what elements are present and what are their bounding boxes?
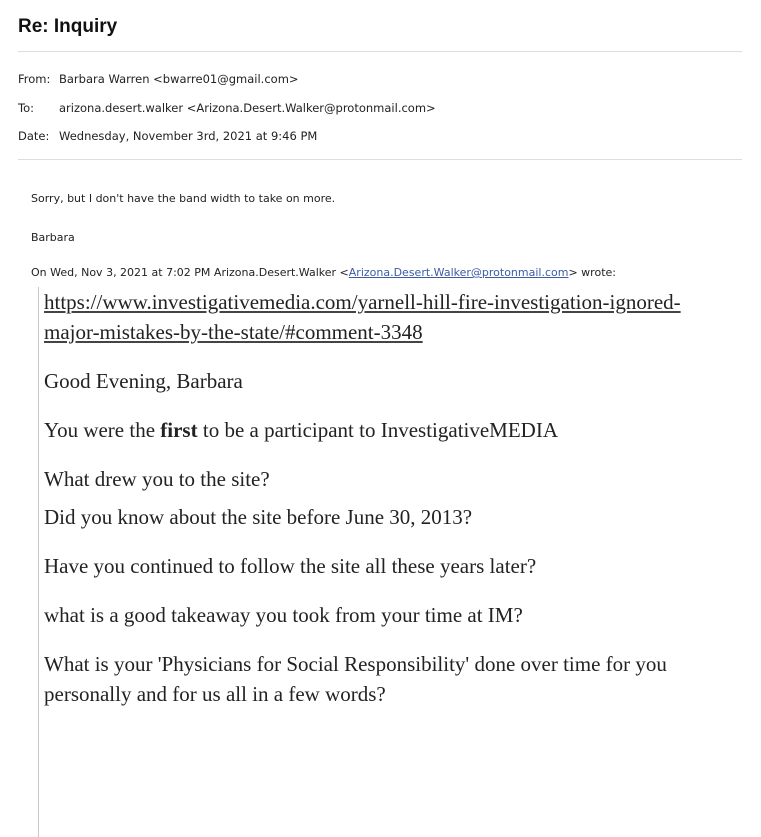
date-row: [18, 129, 317, 143]
reply-text: Sorry, but I don't have the band width to take on more.: [31, 192, 336, 205]
quoted-question-5: What is your 'Physicians for Social Responsibility' done over time for you personally and for us all in a few words?: [44, 652, 667, 706]
quoted-message: [44, 287, 724, 709]
quoted-link-paragraph: [44, 287, 724, 347]
to-label: To:: [18, 101, 34, 115]
reply-signature: Barbara: [31, 231, 75, 244]
quoted-greeting: Good Evening, Barbara: [44, 369, 243, 393]
quoted-question-2: Did you know about the site before June 30, 2013?: [44, 505, 473, 529]
article-link[interactable]: https://www.investigativemedia.com/yarnell-hill-fire-investigation-ignored-major-mistakes-by-the-state/#comment-3348: [44, 290, 681, 344]
first-prefix: You were the: [44, 418, 161, 442]
date-label: Date:: [18, 129, 50, 143]
attribution-suffix: > wrote:: [568, 266, 616, 279]
from-row: [18, 72, 299, 86]
from-value[interactable]: Barbara Warren <bwarre01@gmail.com>: [59, 72, 299, 86]
quoted-question-4: what is a good takeaway you took from your time at IM?: [44, 603, 523, 627]
header-divider-top: [18, 51, 742, 52]
quote-attribution: [31, 266, 616, 279]
quote-bar: [38, 287, 39, 837]
email-subject: Re: Inquiry: [18, 16, 118, 37]
date-value: Wednesday, November 3rd, 2021 at 9:46 PM: [59, 129, 318, 143]
from-label: From:: [18, 72, 51, 86]
attribution-prefix: On Wed, Nov 3, 2021 at 7:02 PM Arizona.Desert.Walker <: [31, 266, 349, 279]
quoted-question-1: What drew you to the site?: [44, 467, 270, 491]
attribution-email-link[interactable]: Arizona.Desert.Walker@protonmail.com: [348, 266, 569, 279]
to-row: [18, 101, 436, 115]
first-suffix: to be a participant to InvestigativeMEDIA: [197, 418, 559, 442]
to-value[interactable]: arizona.desert.walker <Arizona.Desert.Walker@protonmail.com>: [59, 101, 436, 115]
first-bold: first: [160, 418, 198, 442]
quoted-first-line: [44, 415, 724, 445]
quoted-question-3: Have you continued to follow the site all these years later?: [44, 554, 537, 578]
header-divider-bottom: [18, 159, 742, 160]
